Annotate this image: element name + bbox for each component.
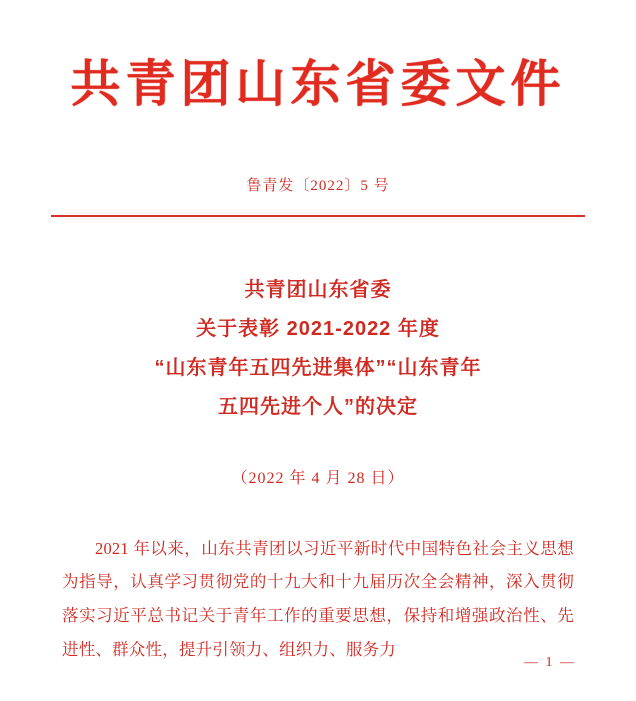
title-line-4: 五四先进个人”的决定 <box>218 395 418 418</box>
document-date: （2022 年 4 月 28 日） <box>231 469 405 487</box>
document-body <box>62 532 574 667</box>
masthead-title: 共青团山东省委文件 <box>70 56 566 112</box>
title-line-3: “山东青年五四先进集体”“山东青年 <box>154 356 482 379</box>
body-paragraph-1: 2021 年以来，山东共青团以习近平新时代中国特色社会主义思想为指导，认真学习贯彻党的十九大和十九届历次全会精神，深入贯彻落实习近平总书记关于青年工作的重要思想，保持和增强政治性、先进性、群众性，提升引领力、组织力、服务力 <box>62 538 574 659</box>
document-title <box>0 271 636 427</box>
horizontal-rule <box>51 215 585 217</box>
title-line-2: 关于表彰 2021-2022 年度 <box>196 317 440 340</box>
document-number: 鲁青发〔2022〕5 号 <box>246 177 390 194</box>
page-number: — 1 — <box>524 655 576 670</box>
title-line-1: 共青团山东省委 <box>244 278 392 301</box>
masthead <box>0 0 636 114</box>
